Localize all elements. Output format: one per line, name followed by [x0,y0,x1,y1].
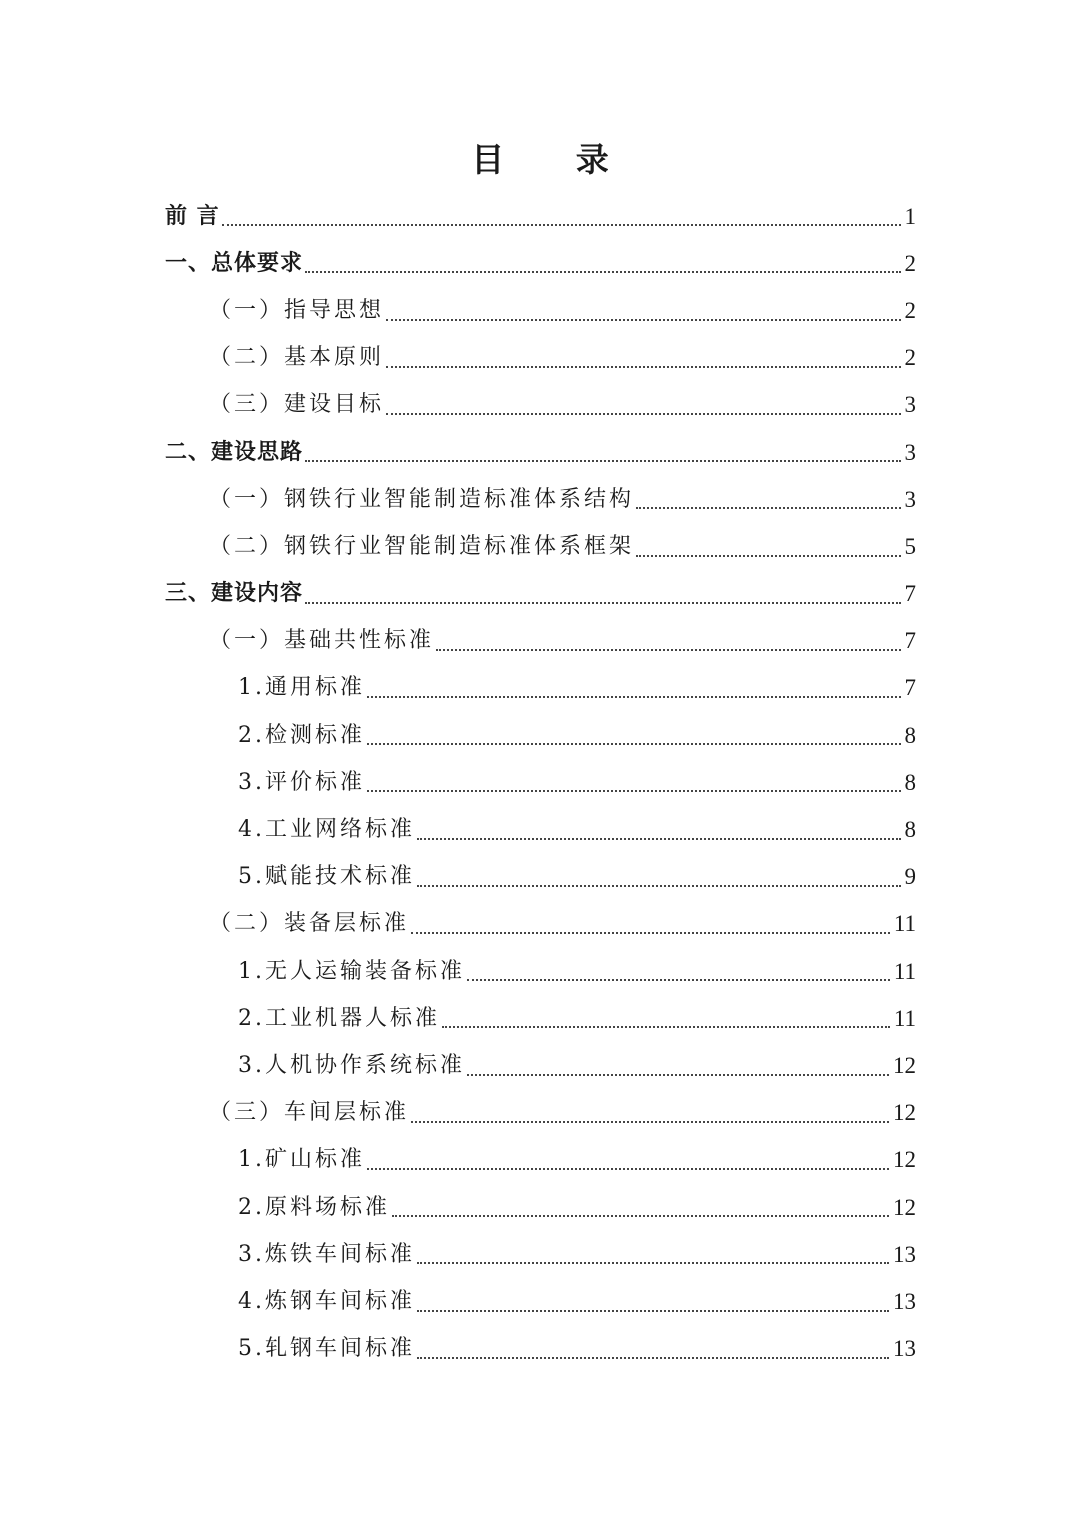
toc-page-number: 8 [904,817,916,843]
dot-leader [305,602,900,604]
dot-leader [367,1168,889,1170]
toc-entry[interactable] [0,523,1080,570]
toc-entry-title: 一、总体要求 [165,250,304,276]
dot-leader [417,838,901,840]
dot-leader [467,1074,889,1076]
toc-entry-title: 2.工业机器人标准 [238,1005,440,1031]
dot-leader [417,1310,889,1312]
toc-entry-title: 3.炼铁车间标准 [238,1241,415,1267]
toc-entry[interactable] [0,382,1080,429]
dot-leader [417,1357,889,1359]
toc-page-number: 12 [893,1194,916,1220]
toc-title: 目 录 [471,140,639,179]
dot-leader [417,885,901,887]
dot-leader [222,224,901,226]
toc-page-number: 9 [904,864,916,890]
toc-entry[interactable] [0,806,1080,853]
toc-page-number: 12 [893,1100,916,1126]
toc-entry-title: 4.炼钢车间标准 [238,1288,415,1314]
dot-leader [367,790,901,792]
toc-page-number: 2 [904,345,916,371]
toc-entry-title: 1.通用标准 [238,675,365,701]
toc-page-number: 3 [904,392,916,418]
toc-entry-title: 二、建设思路 [165,439,304,465]
toc-page-number: 11 [893,958,916,984]
toc-entry[interactable] [0,1278,1080,1325]
dot-leader [442,1026,890,1028]
toc-entry[interactable] [0,854,1080,901]
dot-leader [386,413,900,415]
toc-entry[interactable] [0,901,1080,948]
toc-page-number: 3 [904,486,916,512]
toc-entry[interactable] [0,665,1080,712]
toc-page-number: 5 [904,533,916,559]
toc-page-number: 8 [904,769,916,795]
toc-entry-title: 5.轧钢车间标准 [238,1336,415,1362]
toc-entry[interactable] [0,1326,1080,1373]
toc-page-number: 1 [904,203,916,229]
toc-page-number: 13 [893,1336,916,1362]
toc-entry[interactable] [0,1090,1080,1137]
toc-entry[interactable] [0,759,1080,806]
toc-entry[interactable] [0,995,1080,1042]
toc-entry[interactable] [0,712,1080,759]
dot-leader [367,743,901,745]
toc-page-number: 7 [904,675,916,701]
dot-leader [417,1262,889,1264]
toc-list [0,193,1080,1373]
dot-leader [411,1121,889,1123]
toc-page-number: 7 [904,581,916,607]
dot-leader [392,1215,889,1217]
dot-leader [305,460,900,462]
toc-entry[interactable] [0,1184,1080,1231]
toc-entry[interactable] [0,335,1080,382]
toc-page-number: 3 [904,439,916,465]
toc-entry-title: 2.检测标准 [238,722,365,748]
dot-leader [386,366,900,368]
toc-entry-title: 4.工业网络标准 [238,817,415,843]
toc-entry-title: 三、建设内容 [165,581,304,607]
dot-leader [411,932,890,934]
toc-entry-title: 3.评价标准 [238,769,365,795]
toc-entry-title: （三）建设目标 [209,392,385,418]
toc-entry-title: （一）钢铁行业智能制造标准体系结构 [209,486,635,512]
toc-entry-title: 3.人机协作系统标准 [238,1052,465,1078]
toc-entry[interactable] [0,240,1080,287]
toc-entry-title: 1.矿山标准 [238,1147,365,1173]
toc-entry-title: （一）指导思想 [209,297,385,323]
toc-entry[interactable] [0,476,1080,523]
toc-entry-title: （三）车间层标准 [209,1100,410,1126]
toc-entry[interactable] [0,429,1080,476]
toc-entry[interactable] [0,1231,1080,1278]
toc-entry-title: 5.赋能技术标准 [238,864,415,890]
dot-leader [386,319,900,321]
toc-entry-title: （二）基本原则 [209,345,385,371]
dot-leader [305,271,900,273]
toc-entry-title: （二）装备层标准 [209,911,410,937]
dot-leader [467,979,890,981]
toc-entry[interactable] [0,618,1080,665]
toc-page-number: 12 [893,1147,916,1173]
toc-entry[interactable] [0,1137,1080,1184]
toc-page-number: 13 [893,1241,916,1267]
toc-page-number: 2 [904,297,916,323]
toc-entry-title: （二）钢铁行业智能制造标准体系框架 [209,533,635,559]
toc-page-number: 11 [893,911,916,937]
toc-entry[interactable] [0,1042,1080,1089]
toc-page-number: 12 [893,1052,916,1078]
toc-entry-title: 1.无人运输装备标准 [238,958,465,984]
toc-entry[interactable] [0,571,1080,618]
toc-page-number: 8 [904,722,916,748]
toc-page-number: 2 [904,250,916,276]
dot-leader [436,649,900,651]
toc-entry-title: 2.原料场标准 [238,1194,390,1220]
toc-page-number: 7 [904,628,916,654]
toc-page-number: 11 [893,1005,916,1031]
dot-leader [636,507,900,509]
toc-entry[interactable] [0,287,1080,334]
dot-leader [367,696,901,698]
toc-page-number: 13 [893,1288,916,1314]
dot-leader [636,555,900,557]
toc-entry-title: 前 言 [165,203,220,229]
toc-entry[interactable] [0,948,1080,995]
toc-entry-title: （一）基础共性标准 [209,628,435,654]
toc-entry[interactable] [0,193,1080,240]
